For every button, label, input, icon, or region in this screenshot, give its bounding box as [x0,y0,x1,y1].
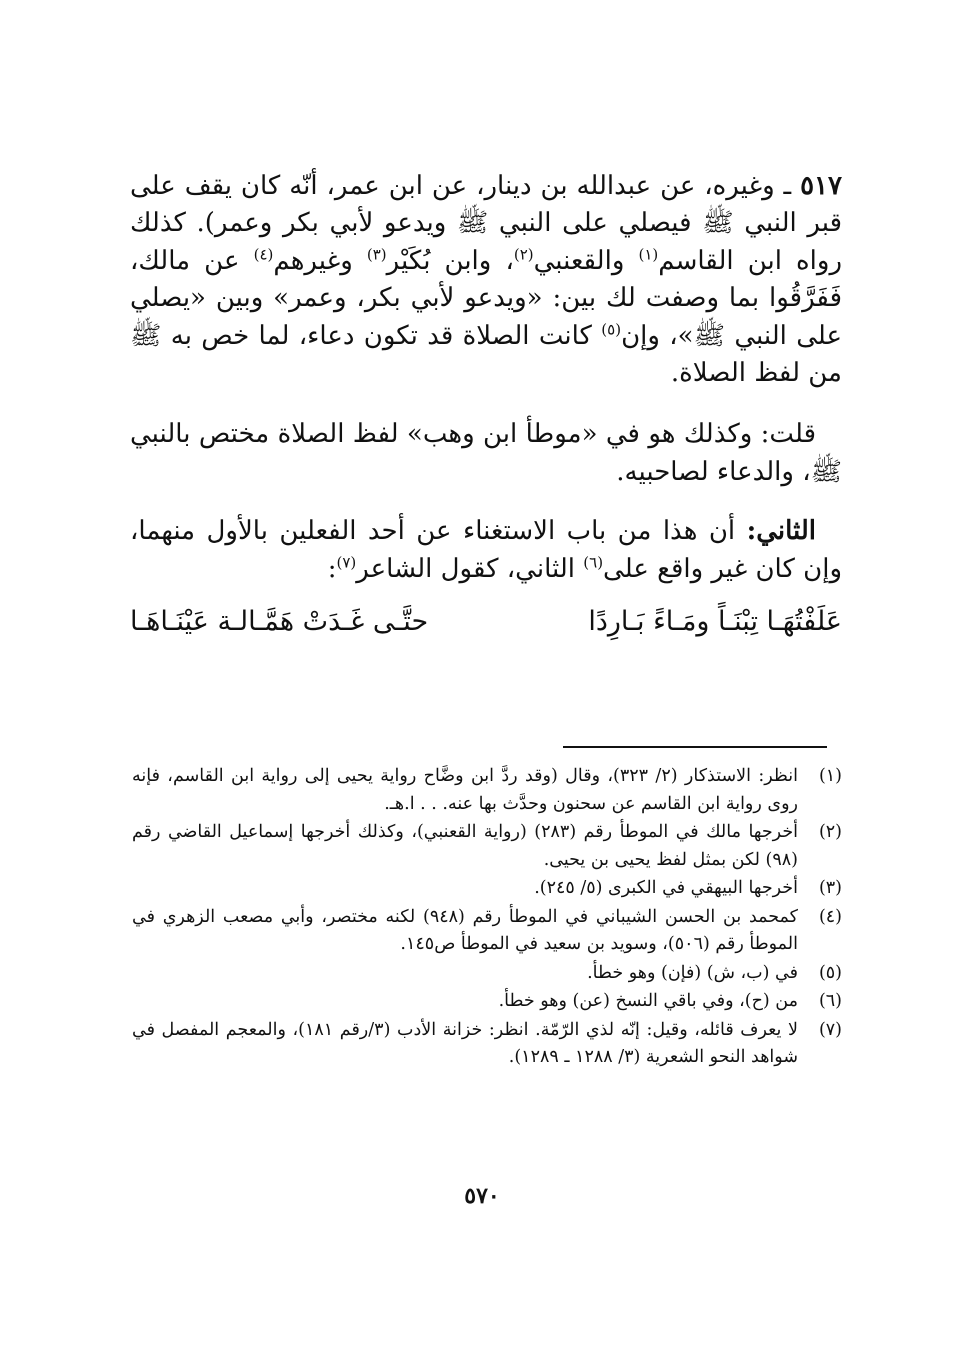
page-number: ٥٧٠ [464,1183,500,1209]
paragraph-517 [130,168,842,392]
footnotes [132,763,842,1073]
poetry-verse [130,602,842,642]
footnote-ref-6[interactable]: (٦) [583,553,604,571]
footnote-number: (٣) [818,878,842,898]
footnote-item [132,960,842,988]
verse-second-hemistich: حتَّـى غَـدَتْ هَمَّـالـة عَيْنَـاهَـا [130,606,429,638]
paragraph-text: الثاني، كقول الشاعر [356,553,575,584]
footnote-ref-1[interactable]: (١) [638,245,659,264]
footnote-item [132,875,842,903]
footnote-text: أخرجها مالك في الموطأ رقم (٢٨٣) (رواية القعنبي)، وكذلك أخرجها إسماعيل القاضي رقم (٩٨) لكن بمثل لفظ يحيى بن يحيى. [132,822,798,870]
footnote-number: (٦) [818,991,842,1011]
footnote-text: من (ح)، وفي باقي النسخ (عن) وهو خطأ. [498,991,798,1011]
footnote-item [132,819,842,874]
footnote-number: (٢) [818,822,842,842]
paragraph-text: ، وابن بُكَيْر [386,245,514,276]
main-text [130,168,842,642]
paragraph-lead: الثاني: [746,516,817,547]
footnote-ref-2[interactable]: (٢) [513,245,534,264]
footnote-text: لا يعرف قائله، وقيل: إنّه لذي الرّمّة. انظر: خزانة الأدب (٣/رقم ١٨١)، والمعجم المفصل في شواهد النحو الشعرية (٣/ ١٢٨٨ ـ ١٢٨٩). [132,1019,798,1067]
paragraph-second [130,513,842,588]
entry-number: ٥١٧ [800,171,842,201]
verse-first-hemistich: عَلَفْتُهَـا تِبْنَـاً ومَـاءً بَـارِدًا [588,606,842,638]
footnote-text: انظر: الاستذكار (٢/ ٣٢٣)، وقال (وقد ردَّ ابن وضَّاح رواية يحيى إلى رواية ابن القاسم، فإنه روى رواية ابن القاسم عن سحنون وحدَّث بها عنه. . . ا.هـ. [132,766,798,814]
paragraph-text: ـ وغيره، عن عبدالله بن دينار، عن ابن عمر، أنّه كان يقف على قبر النبي ﷺ فيصلي على النبي ﷺ ويدعو لأبي بكر وعمر). كذلك رواه ابن القاسم [130,171,843,276]
footnote-item [132,763,842,818]
footnote-ref-4[interactable]: (٤) [253,245,274,264]
paragraph-text: والقعنبي [533,245,625,276]
paragraph-text: عن مالك، فَفَرَّقُوا بما وصفت لك بين: «ويدعو لأبي بكر، وعمر» وبين «يصلي على النبي ﷺ»، وإن [130,245,842,351]
paragraph-text: وغيرهم [273,245,353,276]
footnote-number: (٥) [818,962,842,983]
paragraph-text: قلت: وكذلك هو في «موطأ ابن وهب» لفظ الصلاة مختص بالنبي ﷺ، والدعاء لصاحبيه. [130,419,842,487]
footnote-item [132,904,842,959]
footnote-item [132,1017,842,1072]
footnote-item [132,988,842,1016]
footnote-number: (٧) [818,1019,842,1040]
footnote-ref-3[interactable]: (٣) [366,245,387,264]
footnote-text: في (ب، ش) (فإن) وهو خطأ. [587,962,798,983]
footnote-number: (٤) [818,906,842,927]
footnote-text: أخرجها البيهقي في الكبرى (٥/ ٢٤٥). [534,878,798,898]
paragraph-qultu [130,416,842,491]
paragraph-text: أن هذا من باب الاستغناء عن أحد الفعلين بالأول منهما، وإن كان غير واقع على [130,516,842,584]
footnote-number: (١) [818,766,842,786]
footnote-text: كمحمد بن الحسن الشيباني في الموطأ رقم (٩٤٨) لكنه مختصر، وأبي مصعب الزهري في الموطأ رقم (٥٠٦)، وسويد بن سعيد في الموطأ ص١٤٥. [132,906,799,954]
paragraph-text: كانت الصلاة قد تكون دعاء، لما خص به ﷺ من لفظ الصلاة. [130,320,842,389]
footnote-ref-7[interactable]: (٧) [336,553,357,571]
footnote-ref-5[interactable]: (٥) [601,319,622,338]
footnote-divider [563,746,827,748]
paragraph-text: : [327,553,337,584]
